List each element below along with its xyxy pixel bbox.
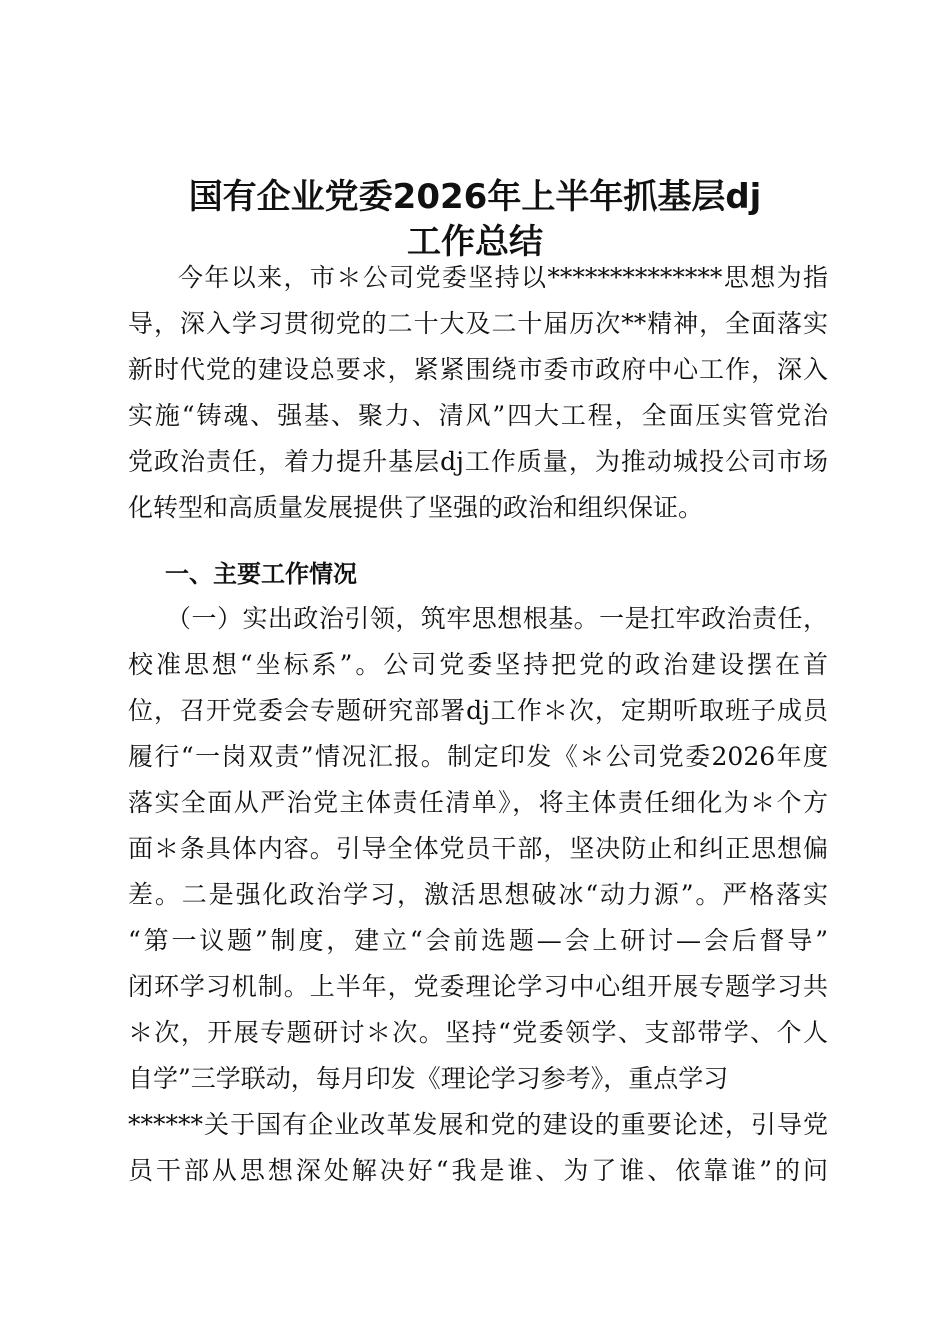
body-paragraph-line: ＊次，开展专题研讨＊次。坚持“党委领学、支部带学、个人 <box>128 1018 828 1047</box>
document-title-line-1: 国有企业党委2026年上半年抓基层dj <box>188 177 762 217</box>
body-paragraph-line: 位，召开党委会专题研究部署dj工作＊次，定期听取班子成员 <box>128 696 828 725</box>
body-paragraph-line: 闭环学习机制。上半年，党委理论学习中心组开展专题学习共 <box>128 972 828 1001</box>
intro-paragraph-line: 党政治责任，着力提升基层dj工作质量，为推动城投公司市场 <box>128 447 828 476</box>
body-paragraph-line: 校准思想“坐标系”。公司党委坚持把党的政治建设摆在首 <box>128 650 828 679</box>
intro-paragraph-line: 化转型和高质量发展提供了坚强的政治和组织保证。 <box>128 493 704 522</box>
body-paragraph-line: 员干部从思想深处解决好“我是谁、为了谁、依靠谁”的问 <box>128 1156 828 1185</box>
body-paragraph-line: 履行“一岗双责”情况汇报。制定印发《＊公司党委2026年度 <box>128 742 828 771</box>
body-paragraph-line: （一）实出政治引领，筑牢思想根基。一是扛牢政治责任， <box>166 604 828 633</box>
document-title-line-2: 工作总结 <box>407 222 543 262</box>
body-paragraph-line: 落实全面从严治党主体责任清单》，将主体责任细化为＊个方 <box>128 788 828 817</box>
section-heading: 一、主要工作情况 <box>165 560 357 588</box>
body-paragraph-line: “第一议题”制度，建立“会前选题—会上研讨—会后督导” <box>128 926 828 955</box>
intro-paragraph-line: 今年以来，市＊公司党委坚持以**************思想为指 <box>178 263 828 292</box>
intro-paragraph-line: 导，深入学习贯彻党的二十大及二十届历次**精神，全面落实 <box>128 309 828 338</box>
body-paragraph-line: 面＊条具体内容。引导全体党员干部，坚决防止和纠正思想偏 <box>128 834 828 863</box>
body-paragraph-line: 自学”三学联动，每月印发《理论学习参考》，重点学习 <box>128 1064 729 1093</box>
body-paragraph-line: 差。二是强化政治学习，激活思想破冰“动力源”。严格落实 <box>128 880 828 909</box>
body-paragraph-line: ******关于国有企业改革发展和党的建设的重要论述，引导党 <box>128 1110 828 1139</box>
intro-paragraph-line: 实施“铸魂、强基、聚力、清风”四大工程，全面压实管党治 <box>128 401 828 430</box>
intro-paragraph-line: 新时代党的建设总要求，紧紧围绕市委市政府中心工作，深入 <box>128 355 828 384</box>
